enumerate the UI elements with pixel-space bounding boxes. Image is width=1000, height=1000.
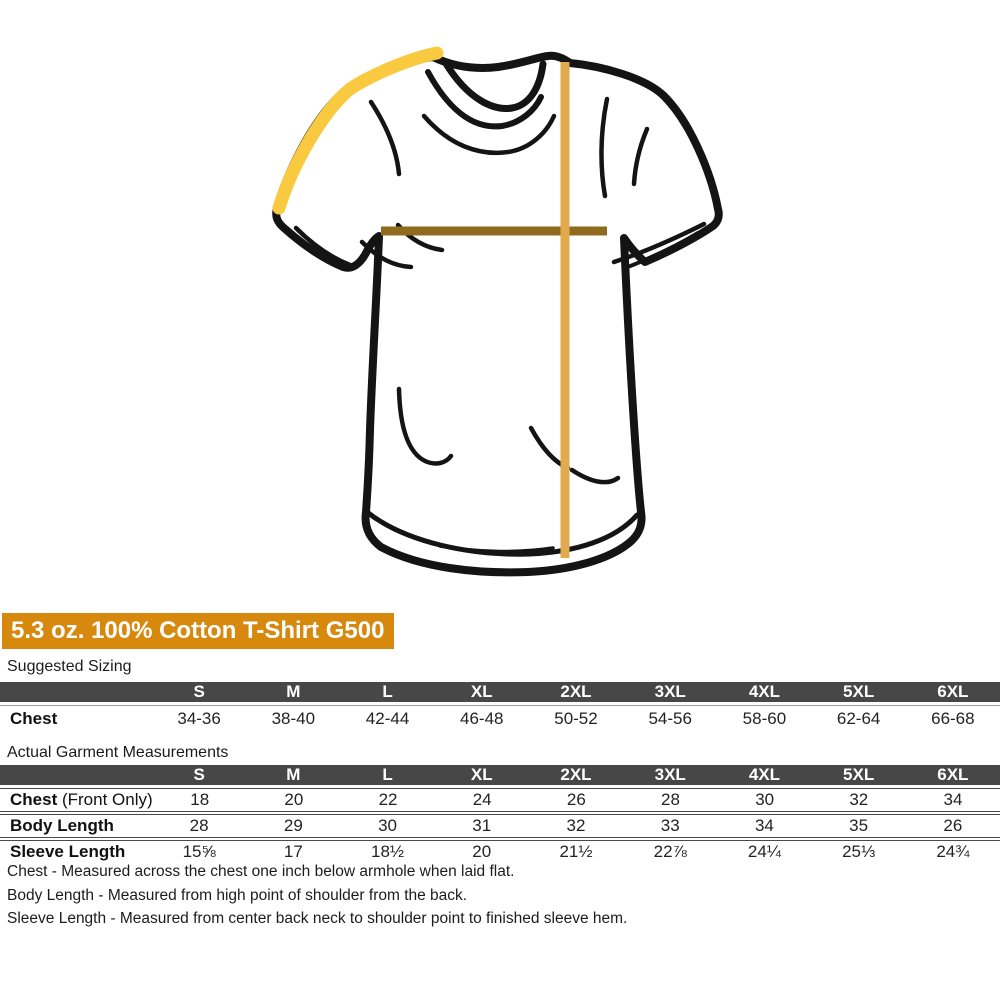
size-column-header: 3XL <box>654 682 686 701</box>
size-column-header: 6XL <box>937 765 969 784</box>
measurement-value: 30 <box>378 816 397 835</box>
measurement-value: 15⅝ <box>182 842 216 861</box>
table-row <box>0 705 1000 732</box>
measurement-value: 28 <box>189 816 209 835</box>
measurement-value: 18½ <box>371 842 405 861</box>
measurement-value: 31 <box>472 816 492 835</box>
row-label: Body Length <box>10 816 114 835</box>
measurement-value: 20 <box>284 790 304 809</box>
garment-measurements-heading: Actual Garment Measurements <box>7 744 229 761</box>
measurement-value: 20 <box>472 842 492 861</box>
garment-measurements-table <box>0 765 1000 863</box>
measurement-value: 26 <box>566 790 586 809</box>
measurement-value: 24¼ <box>747 842 781 861</box>
measurement-value: 50-52 <box>554 709 598 728</box>
size-column-header: 2XL <box>560 765 592 784</box>
row-label: Sleeve Length <box>10 842 126 861</box>
measurement-value: 24 <box>472 790 492 809</box>
measurement-value: 22⅞ <box>653 842 687 861</box>
measurement-value: 30 <box>755 790 775 809</box>
measurement-value: 21½ <box>559 842 593 861</box>
size-column-header: 4XL <box>748 682 781 701</box>
measurement-value: 22 <box>378 790 398 809</box>
measurement-value: 66-68 <box>931 709 975 728</box>
row-label: Chest <box>10 709 58 728</box>
size-column-header: 6XL <box>937 682 969 701</box>
measurement-value: 33 <box>660 816 680 835</box>
measurement-value: 62-64 <box>836 709 881 728</box>
note-chest: Chest - Measured across the chest one inch below armhole when laid flat. <box>7 863 515 880</box>
table-row <box>0 811 1000 837</box>
measurement-value: 42-44 <box>365 709 410 728</box>
measurement-value: 38-40 <box>271 709 316 728</box>
size-column-header: M <box>286 682 301 701</box>
size-column-header: S <box>193 765 205 784</box>
measurement-value: 34 <box>754 816 774 835</box>
note-body-length: Body Length - Measured from high point of shoulder from the back. <box>7 886 468 904</box>
product-title: 5.3 oz. 100% Cotton T-Shirt G500 <box>11 617 385 644</box>
measurement-value: 34-36 <box>177 709 221 728</box>
size-column-header: XL <box>470 765 493 784</box>
measurement-value: 32 <box>849 790 869 809</box>
size-column-header: L <box>382 682 393 701</box>
measurement-value: 29 <box>283 816 303 835</box>
size-column-header: 5XL <box>843 682 875 701</box>
suggested-sizing-heading: Suggested Sizing <box>7 658 132 675</box>
suggested-sizing-table <box>0 682 1000 732</box>
measurement-value: 25⅓ <box>842 842 876 861</box>
measurement-value: 46-48 <box>460 709 504 728</box>
measurement-value: 35 <box>849 816 869 835</box>
measurement-value: 34 <box>943 790 963 809</box>
size-column-header: L <box>382 765 393 784</box>
size-column-header: 3XL <box>654 765 686 784</box>
measurement-value: 17 <box>283 842 303 861</box>
table-header-row <box>0 765 1000 785</box>
measurement-value: 24¾ <box>936 842 970 861</box>
size-column-header: M <box>286 765 301 784</box>
size-column-header: 2XL <box>560 682 592 701</box>
size-column-header: XL <box>470 682 493 701</box>
size-column-header: 4XL <box>748 765 781 784</box>
measurement-value: 18 <box>190 790 210 809</box>
measurement-value: 54-56 <box>648 709 692 728</box>
note-sleeve-length: Sleeve Length - Measured from center back neck to shoulder point to finished sleeve hem. <box>7 910 628 927</box>
product-title-bar <box>2 613 394 649</box>
measurement-value: 58-60 <box>742 709 787 728</box>
measurement-value: 26 <box>943 816 963 835</box>
measurement-notes <box>7 860 987 931</box>
measurement-value: 28 <box>661 790 680 809</box>
table-header-row <box>0 682 1000 702</box>
row-label: Chest (Front Only) <box>10 790 153 809</box>
tshirt-outline <box>276 56 719 573</box>
table-row <box>0 788 1000 811</box>
size-column-header: S <box>193 682 205 701</box>
size-column-header: 5XL <box>843 765 875 784</box>
measurement-value: 32 <box>566 816 586 835</box>
